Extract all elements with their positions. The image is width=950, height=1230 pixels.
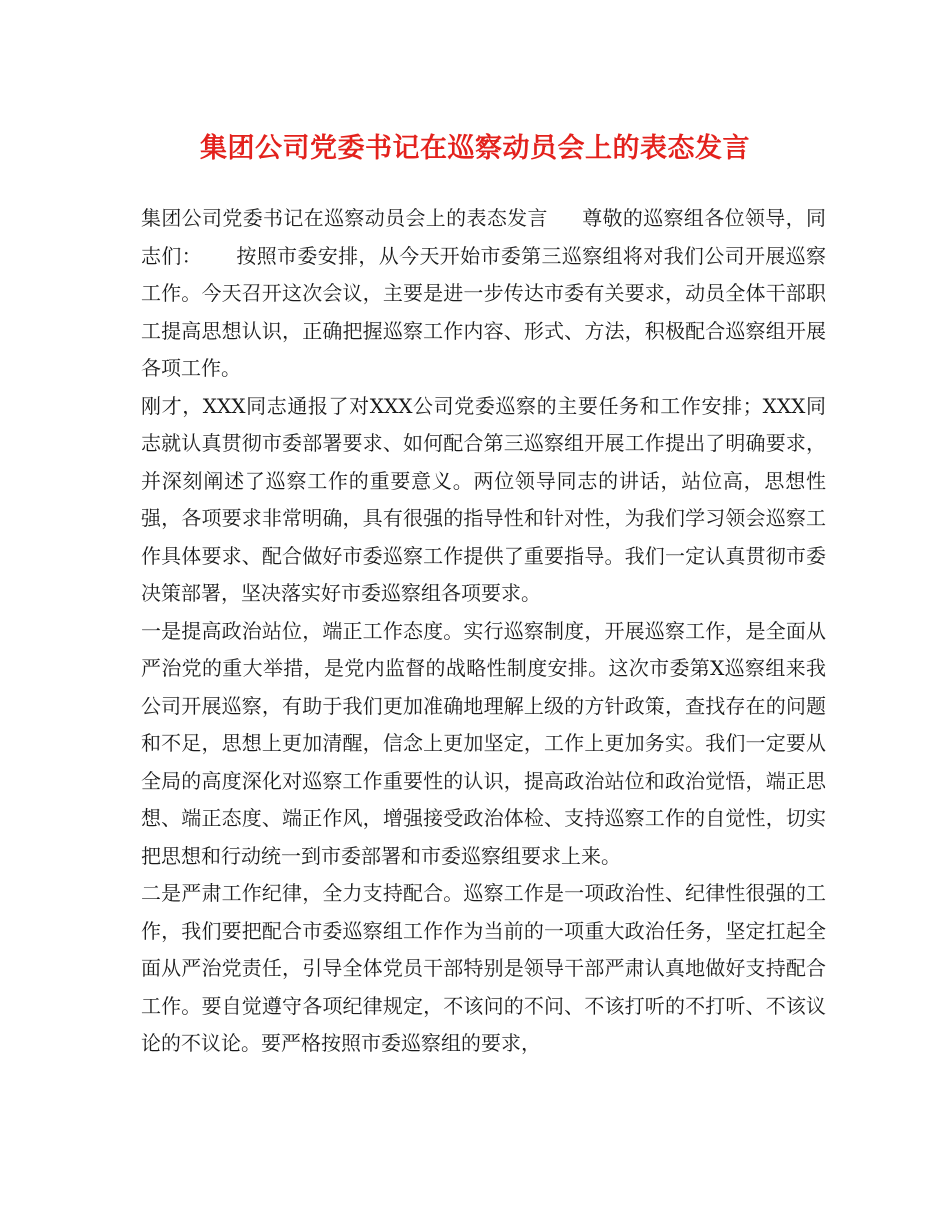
body-paragraph-2: 一是提高政治站位，端正工作态度。实行巡察制度，开展巡察工作，是全面从严治党的重大举措，是党内监督的战略性制度安排。这次市委第X巡察组来我公司开展巡察，有助于我们更加准确地理解上级的方针政策，查找存在的问题和不足，思想上更加清醒，信念上更加坚定，工作上更加务实。我们一定要从全局的高度深化对巡察工作重要性的认识，提高政治站位和政治觉悟，端正思想、端正态度、端正作风，增强接受政治体检、支持巡察工作的自觉性，切实把思想和行动统一到市委部署和市委巡察组要求上来。 xyxy=(141,618,826,868)
document-body xyxy=(141,200,826,1063)
intro-salutation: 尊敬的巡察组各位领导，同志们： xyxy=(141,206,826,268)
document-title: 集团公司党委书记在巡察动员会上的表态发言 xyxy=(200,133,750,164)
intro-paragraph xyxy=(141,200,826,388)
body-paragraph-1: 刚才，XXX同志通报了对XXX公司党委巡察的主要任务和工作安排；XXX同志就认真贯彻市委部署要求、如何配合第三巡察组开展工作提出了明确要求，并深刻阐述了巡察工作的重要意义。两位领导同志的讲话，站位高，思想性强，各项要求非常明确，具有很强的指导性和针对性，为我们学习领会巡察工作具体要求、配合做好市委巡察工作提供了重要指导。我们一定认真贯彻市委决策部署，坚决落实好市委巡察组各项要求。 xyxy=(141,393,826,605)
intro-text: 按照市委安排，从今天开始市委第三巡察组将对我们公司开展巡察工作。今天召开这次会议，主要是进一步传达市委有关要求，动员全体干部职工提高思想认识，正确把握巡察工作内容、形式、方法，积极配合巡察组开展各项工作。 xyxy=(141,243,826,380)
body-paragraph-3: 二是严肃工作纪律，全力支持配合。巡察工作是一项政治性、纪律性很强的工作，我们要把配合市委巡察组工作作为当前的一项重大政治任务，坚定扛起全面从严治党责任，引导全体党员干部特别是领导干部严肃认真地做好支持配合工作。要自觉遵守各项纪律规定，不该问的不问、不该打听的不打听、不该议论的不议论。要严格按照市委巡察组的要求， xyxy=(141,881,826,1055)
intro-repeat-title: 集团公司党委书记在巡察动员会上的表态发言 xyxy=(141,206,548,230)
